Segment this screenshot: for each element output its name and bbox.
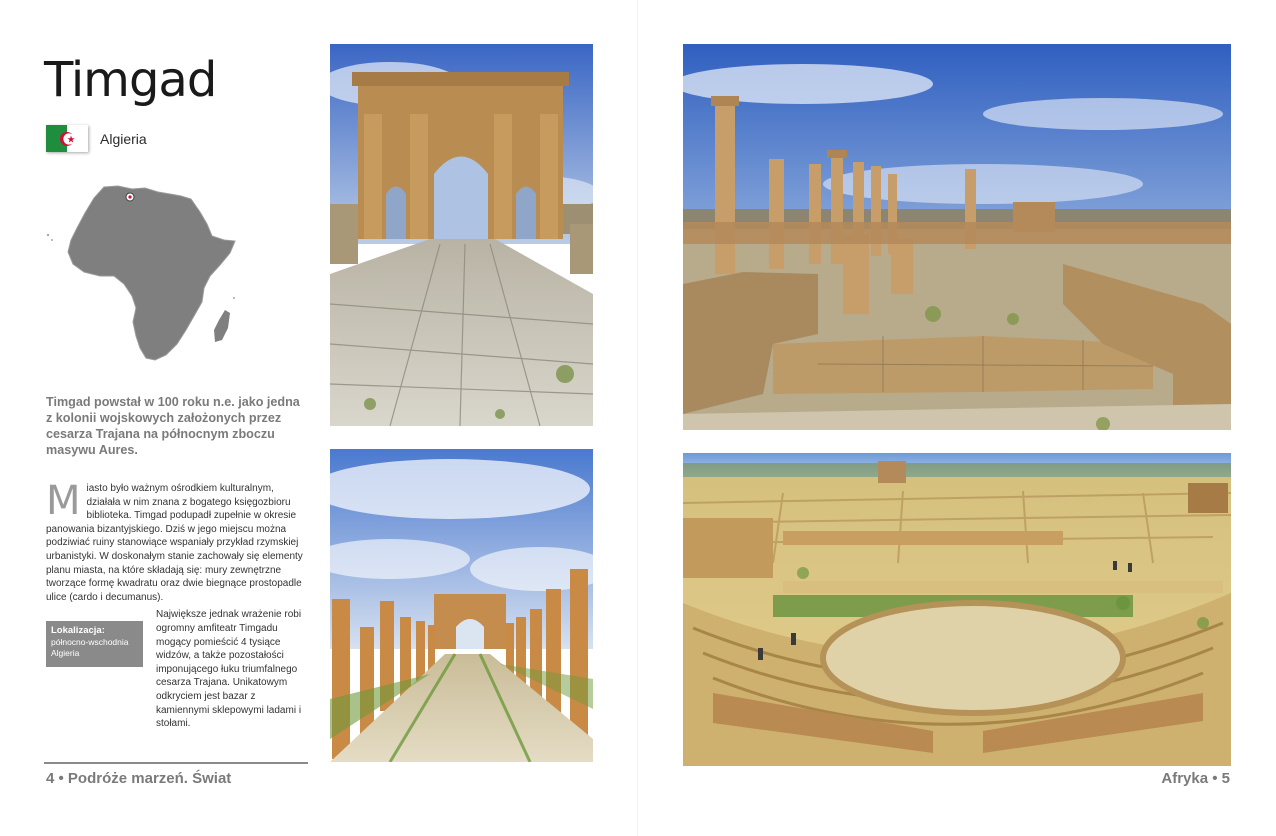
drop-cap: M bbox=[46, 478, 81, 524]
footer-left: 4 • Podróże marzeń. Świat bbox=[46, 770, 232, 787]
footer-rule bbox=[44, 762, 308, 764]
photo-colonnade-ruins bbox=[683, 44, 1231, 430]
article-body bbox=[46, 478, 308, 731]
algeria-flag-icon bbox=[46, 125, 88, 152]
location-sidebar bbox=[46, 621, 143, 667]
location-marker-icon bbox=[126, 193, 134, 201]
country-name: Algieria bbox=[100, 130, 147, 147]
body-paragraph-1: iasto było ważnym ośrodkiem kulturalnym, działała w nim znana z bogatego księgozbioru biblioteka. Timgad podupadł zupełnie w okresie panowania bizantyjskiego. Dziś w jego miejscu można podziwiać ruiny stanowiące wspaniały przykład rzymskiej urbanistyki. W doskonałym stanie zachowały się elementy planu miasta, na które składają się: mury zewnętrzne tworzące formę kwadratu oraz dwie biegnące prostopadle ulice (cardo i decumanus). bbox=[46, 483, 303, 603]
page-title: Timgad bbox=[44, 52, 217, 108]
country-row bbox=[46, 125, 147, 152]
book-gutter bbox=[637, 0, 639, 836]
footer-right: Afryka • 5 bbox=[1161, 770, 1230, 787]
photo-colonnade-avenue bbox=[330, 449, 593, 762]
photo-arch-street bbox=[330, 44, 593, 426]
location-value-2: Algieria bbox=[51, 648, 80, 658]
lead-paragraph: Timgad powstał w 100 roku n.e. jako jedna z kolonii wojskowych założonych przez cesarza Trajana na północnym zboczu masywu Aures. bbox=[46, 395, 300, 457]
location-label: Lokalizacja: bbox=[51, 625, 105, 636]
location-value-1: północno-wschodnia bbox=[51, 637, 129, 647]
photo-amphitheatre bbox=[683, 453, 1231, 766]
africa-map bbox=[44, 180, 244, 375]
body-paragraph-2: Największe jednak wrażenie robi ogromny amfiteatr Timgadu mogący pomieścić 4 tysiące widzów, a także pozostałości imponującego łuku triumfalnego cesarza Trajana. Unikatowym odkryciem jest bazar z kamiennymi sklepowymi ladami i stołami. bbox=[156, 609, 302, 730]
